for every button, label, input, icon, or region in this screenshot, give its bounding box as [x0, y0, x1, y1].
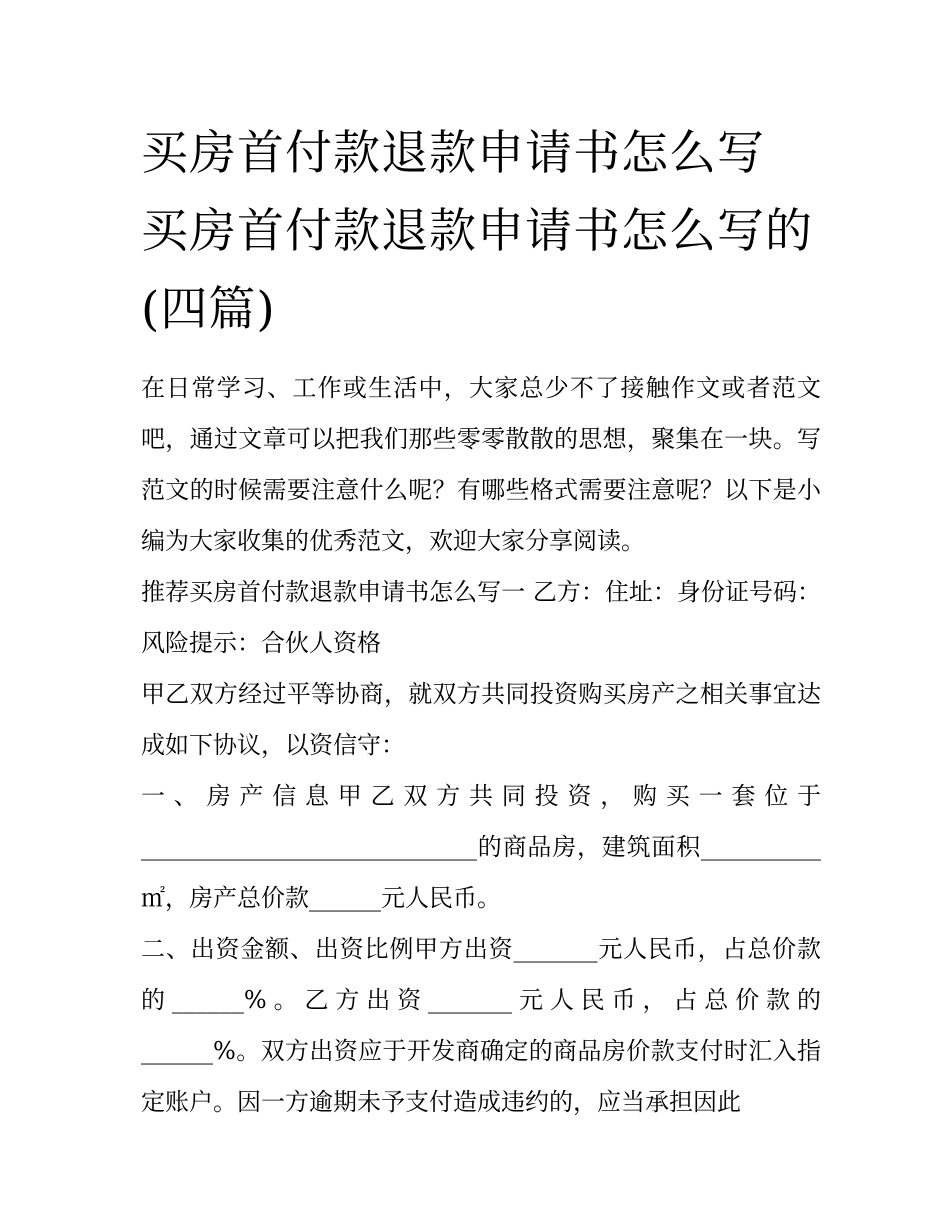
paragraph-intro: 在日常学习、工作或生活中，大家总少不了接触作文或者范文吧，通过文章可以把我们那些零零散散的思想，聚集在一块。写范文的时候需要注意什么呢？有哪些格式需要注意呢？以下是小编为大家收集的优秀范文，欢迎大家分享阅读。: [141, 374, 821, 555]
paragraph-clause-2: 二、出资金额、出资比例甲方出资_______元人民币，占总价款的______%。乙方出资_______元人民币，占总价款的______%。双方出资应于开发商确定的商品房价款支付时汇入指定账户。因一方逾期未予支付造成违约的，应当承担因此: [141, 935, 821, 1116]
document-title: 买房首付款退款申请书怎么写 买房首付款退款申请书怎么写的(四篇): [141, 126, 813, 337]
paragraph-clause-1: 一、房产信息甲乙双方共同投资，购买一套位于____________________________的商品房，建筑面积__________㎡，房产总价款______元人民币。: [141, 782, 821, 912]
paragraph-agreement: 甲乙双方经过平等协商，就双方共同投资购买房产之相关事宜达成如下协议，以资信守：: [141, 680, 821, 759]
paragraph-recommend: 推荐买房首付款退款申请书怎么写一 乙方：住址：身份证号码： 风险提示：合伙人资格: [141, 578, 821, 657]
document-page: [141, 115, 821, 1128]
